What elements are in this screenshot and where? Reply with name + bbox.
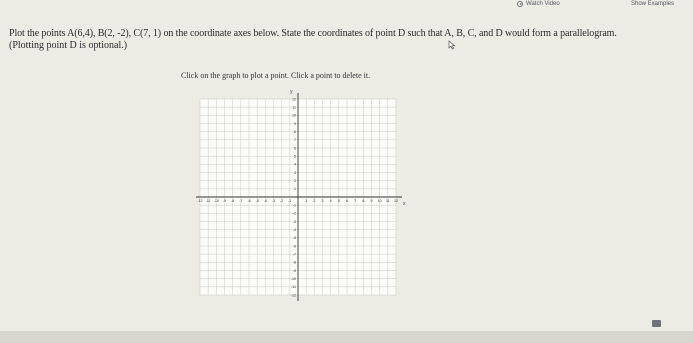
- x-tick-label: -9: [222, 199, 227, 203]
- x-tick-label: 1: [305, 199, 308, 203]
- y-tick-label: 1: [294, 187, 296, 192]
- graph-instructions: Click on the graph to plot a point. Click a point to delete it.: [181, 71, 371, 80]
- question-text: [9, 26, 617, 41]
- top-toolbar: [0, 0, 693, 12]
- y-tick-label: -12: [290, 293, 296, 298]
- x-tick-label: 2: [313, 199, 316, 203]
- x-tick-label: -8: [231, 199, 235, 203]
- show-examples-button[interactable]: Show Examples: [631, 1, 675, 7]
- x-tick-label: -7: [239, 199, 243, 203]
- y-axis-label: y: [290, 89, 293, 95]
- x-tick-label: 9: [370, 199, 373, 203]
- y-tick-label: 5: [294, 154, 296, 159]
- y-tick-label: 4: [294, 162, 296, 167]
- y-tick-label: 9: [294, 121, 296, 126]
- x-tick-label: 11: [385, 199, 390, 203]
- y-tick-label: -10: [290, 276, 296, 281]
- optional-note: (Plotting point D is optional.): [9, 40, 128, 51]
- y-tick-label: -3: [292, 219, 296, 224]
- x-tick-label: 8: [362, 199, 365, 203]
- x-tick-label: 6: [346, 199, 348, 203]
- y-tick-label: -8: [292, 260, 296, 265]
- y-tick-label: -9: [292, 268, 296, 273]
- y-tick-label: -4: [292, 227, 296, 232]
- y-tick-label: 7: [294, 138, 296, 143]
- y-tick-label: -11: [291, 285, 296, 290]
- x-tick-label: -12: [197, 199, 203, 203]
- point-a-text: A(6,4),: [67, 28, 98, 39]
- x-tick-label: 5: [337, 199, 340, 203]
- x-tick-label: -10: [213, 199, 219, 203]
- y-tick-label: -2: [292, 211, 296, 216]
- y-tick-label: 6: [294, 146, 296, 151]
- x-tick-label: -11: [205, 199, 211, 203]
- y-tick-label: -5: [292, 236, 296, 241]
- y-tick-label: 11: [292, 105, 296, 110]
- x-tick-label: -6: [247, 199, 251, 203]
- watch-video-button[interactable]: [517, 1, 560, 7]
- calculator-icon[interactable]: [652, 320, 661, 327]
- watch-video-label: Watch Video: [526, 1, 560, 7]
- x-tick-label: 7: [354, 199, 357, 203]
- x-tick-label: 3: [321, 199, 324, 203]
- bottom-bar: [0, 331, 693, 343]
- point-c-text: C(7, 1): [133, 28, 162, 39]
- question-suffix: on the coordinate axes below. State the coordinates of point D such that A, B, C, and D would form a parallelogram.: [161, 28, 617, 39]
- point-b-text: B(2, -2),: [97, 28, 134, 39]
- y-tick-label: -6: [292, 244, 296, 249]
- x-tick-label: -5: [255, 199, 259, 203]
- x-tick-label: 10: [377, 199, 382, 203]
- play-icon: [517, 1, 523, 7]
- mouse-cursor-icon: [448, 40, 456, 50]
- x-tick-label: -4: [263, 199, 267, 203]
- coordinate-plane[interactable]: [190, 84, 410, 316]
- x-tick-label: -3: [271, 199, 276, 203]
- x-tick-label: 4: [329, 199, 332, 203]
- y-tick-label: 8: [294, 129, 296, 134]
- question-prefix: Plot the points: [9, 28, 68, 39]
- y-tick-label: 12: [292, 97, 296, 102]
- x-tick-label: -2: [280, 199, 284, 203]
- y-tick-label: -7: [292, 252, 296, 257]
- x-axis-label: x: [403, 201, 406, 207]
- y-tick-label: -1: [292, 203, 296, 208]
- x-tick-label: 12: [394, 199, 398, 203]
- y-tick-label: 2: [294, 178, 296, 183]
- y-tick-label: 10: [292, 113, 296, 118]
- x-tick-label: -1: [288, 199, 292, 203]
- y-tick-label: 3: [294, 170, 296, 175]
